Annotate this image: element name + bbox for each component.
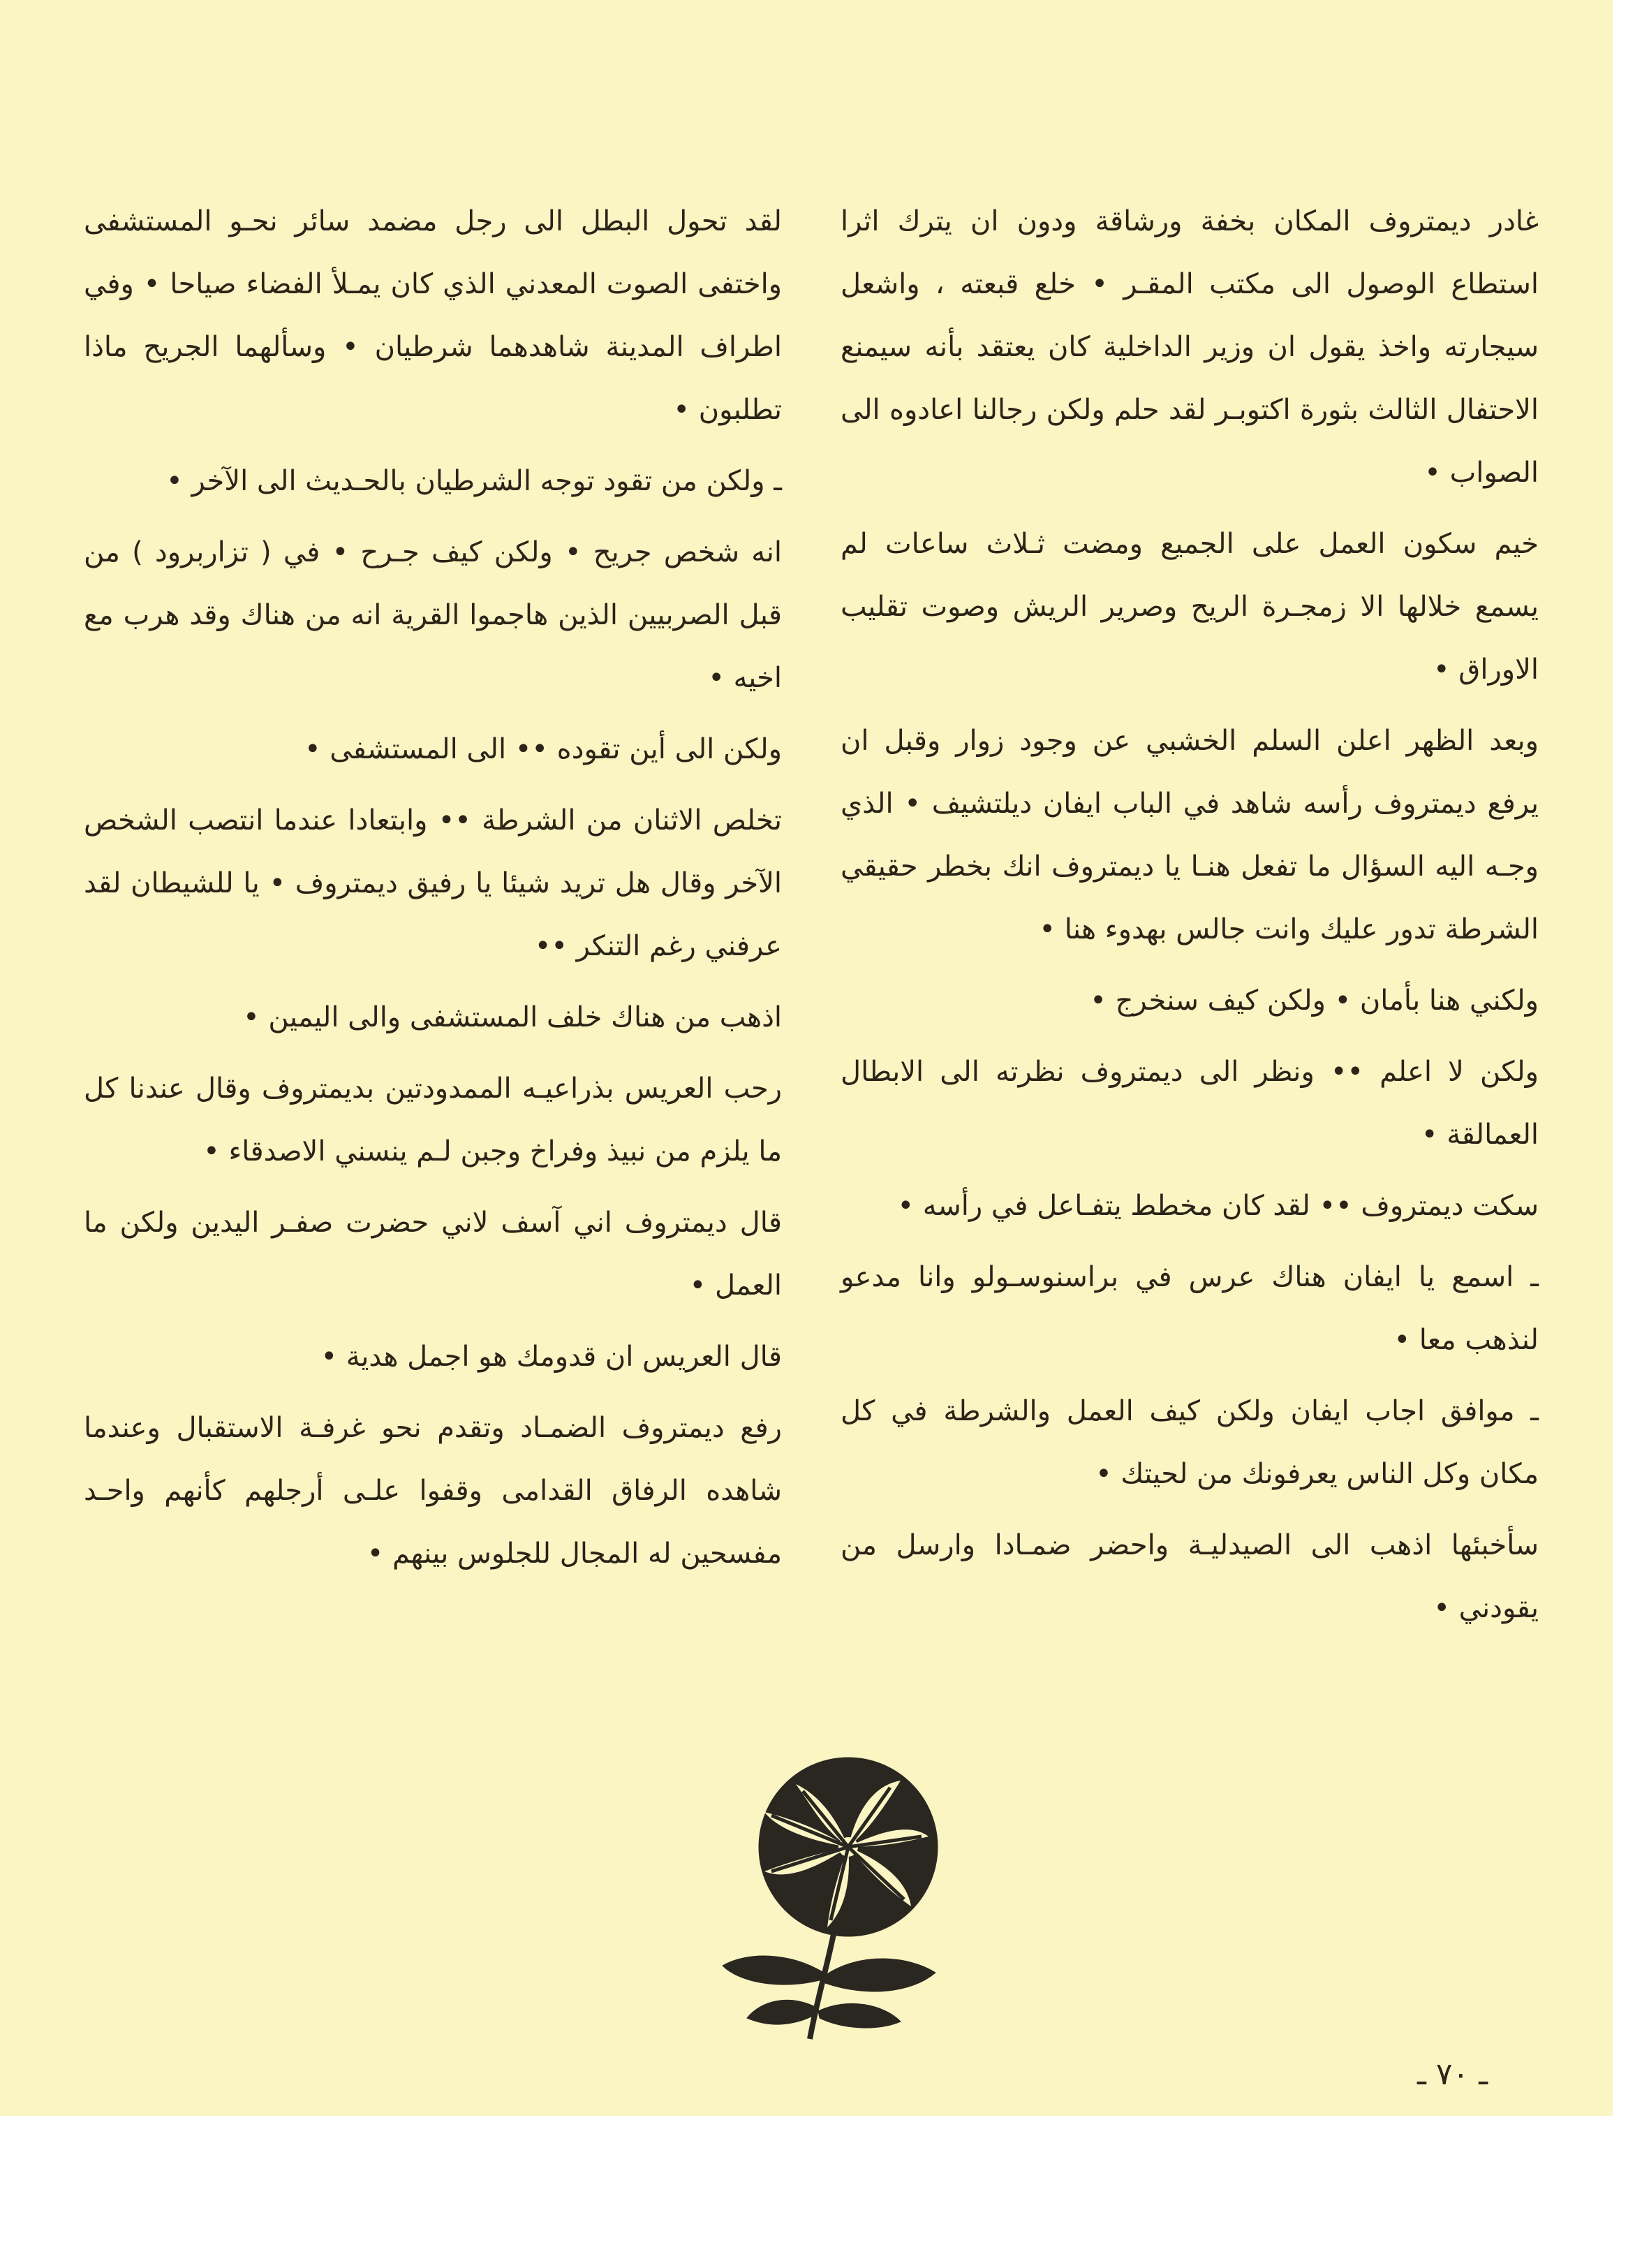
chrysanthemum-ornament-icon bbox=[691, 1742, 991, 2049]
paragraph: رفع ديمتروف الضمـاد وتقدم نحو غرفـة الاستقبال وعندما شاهده الرفاق القدامى وقفوا علـى أرجلهم كأنهم واحـد مفسحين له المجال للجلوس بينهم • bbox=[84, 1412, 782, 1570]
paragraph: ولكن لا اعلم •• ونظر الى ديمتروف نظرته الى الابطال العمالقة • bbox=[841, 1056, 1539, 1151]
paragraph: قال العريس ان قدومك هو اجمل هدية • bbox=[320, 1341, 782, 1373]
paragraph: لقد تحول البطل الى رجل مضمد سائر نحـو المستشفى واختفى الصوت المعدني الذي كان يمـلأ الفضاء صياحا • وفي اطراف المدينة شاهدهما شرطيان • وسألهما الجريح ماذا تطلبون • bbox=[84, 205, 782, 426]
paragraph: خيم سكون العمل على الجميع ومضت ثـلاث ساعات لم يسمع خلالها الا زمجـرة الريح وصرير الريش وصوت تقليب الاوراق • bbox=[841, 528, 1539, 686]
paragraph: ولكن الى أين تقوده •• الى المستشفى • bbox=[304, 733, 782, 765]
right-text-column bbox=[841, 190, 1539, 1648]
paragraph: وبعد الظهر اعلن السلم الخشبي عن وجود زوار وقبل ان يرفع ديمتروف رأسه شاهد في الباب ايفان ديلتشيف • الذي وجـه اليه السؤال ما تفعل هنـا يا ديمتروف انك بخطر حقيقي الشرطة تدور عليك وانت جالس بهدوء هنا • bbox=[841, 725, 1539, 945]
paragraph: قال ديمتروف اني آسف لاني حضرت صفـر اليدين ولكن ما العمل • bbox=[84, 1207, 782, 1302]
left-text-column bbox=[84, 190, 782, 1593]
paragraph: ـ ولكن من تقود توجه الشرطيان بالحـديث الى الآخر • bbox=[166, 465, 782, 497]
paragraph: رحب العريس بذراعيـه الممدودتين بديمتروف وقال عندنا كل ما يلزم من نبيذ وفراخ وجبن لـم ينسني الاصدقاء • bbox=[84, 1073, 782, 1168]
paragraph: ـ اسمع يا ايفان هناك عرس في براسنوسـولو وانا مدعو لنذهب معا • bbox=[841, 1261, 1539, 1356]
paragraph: سكت ديمتروف •• لقد كان مخطط يتفـاعل في رأسه • bbox=[897, 1190, 1539, 1222]
paragraph: ولكني هنا بأمان • ولكن كيف سنخرج • bbox=[1090, 985, 1539, 1017]
paragraph: غادر ديمتروف المكان بخفة ورشاقة ودون ان يترك اثرا استطاع الوصول الى مكتب المقـر • خلع قبعته ، واشعل سيجارته واخذ يقول ان وزير الداخلية كان يعتقد بأنه سيمنع الاحتفال الثالث بثورة اكتوبـر لقد حلم ولكن رجالنا اعادوه الى الصواب • bbox=[841, 205, 1539, 489]
paragraph: انه شخص جريح • ولكن كيف جـرح • في ( تزاربرود ) من قبل الصربيين الذين هاجموا القرية انه من هناك وقد هرب مع اخيه • bbox=[84, 536, 782, 694]
paragraph: ـ موافق اجاب ايفان ولكن كيف العمل والشرطة في كل مكان وكل الناس يعرفونك من لحيتك • bbox=[841, 1395, 1539, 1490]
paragraph: تخلص الاثنان من الشرطة •• وابتعادا عندما انتصب الشخص الآخر وقال هل تريد شيئا يا رفيق ديمتروف • يا للشيطان لقد عرفني رغم التنكر •• bbox=[84, 804, 782, 962]
page-number: ـ ٧٠ ـ bbox=[1417, 2056, 1488, 2092]
paragraph: اذهب من هناك خلف المستشفى والى اليمين • bbox=[243, 1001, 782, 1033]
paragraph: سأخبئها اذهب الى الصيدليـة واحضر ضمـادا وارسل من يقودني • bbox=[841, 1529, 1539, 1624]
